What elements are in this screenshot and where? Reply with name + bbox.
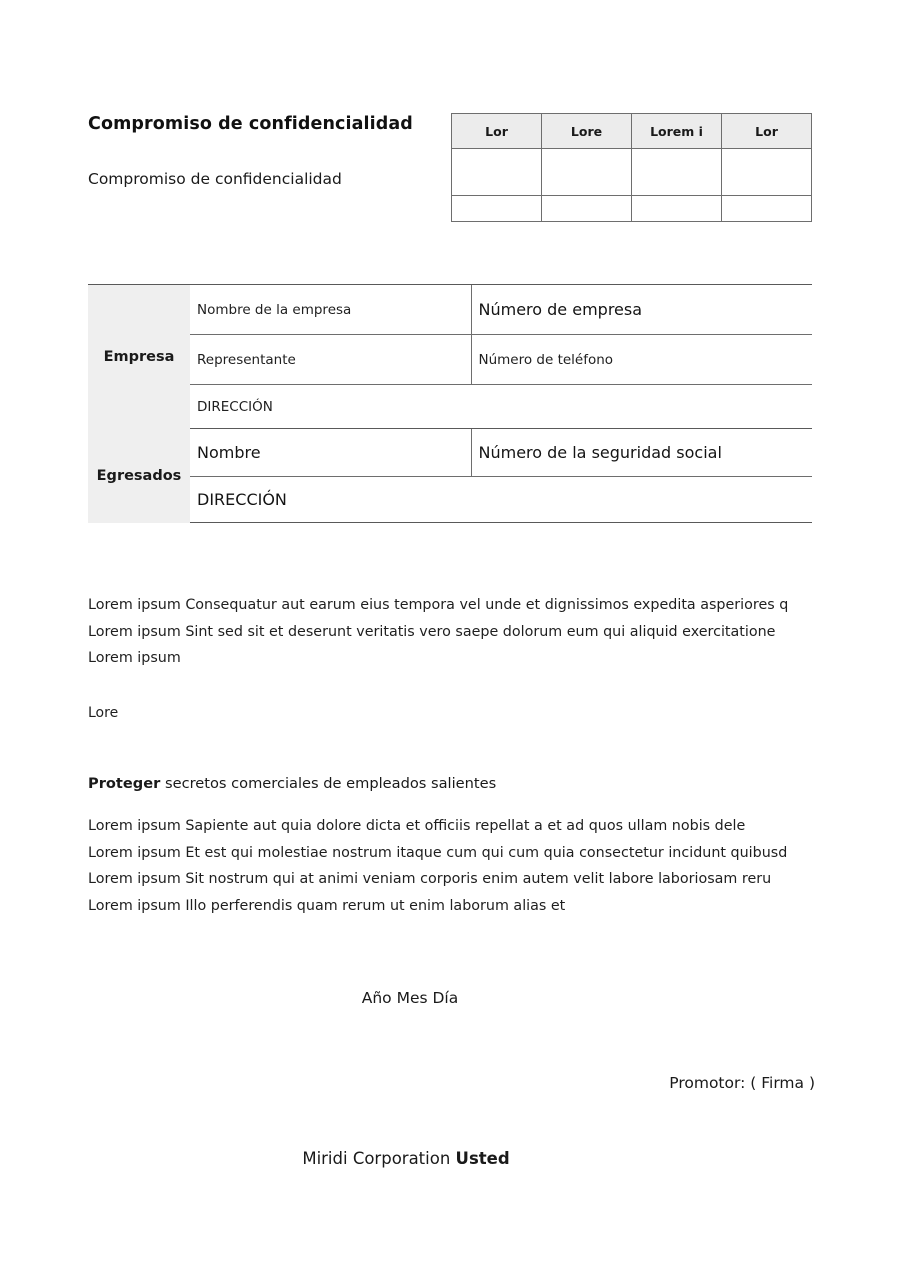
field-label-company-name[interactable]: Nombre de la empresa <box>190 285 471 335</box>
meta-table-cell[interactable] <box>722 196 812 222</box>
page-subtitle: Compromiso de confidencialidad <box>88 170 342 188</box>
meta-table-header-cell: Lorem i <box>632 114 722 149</box>
paragraph-line: Lorem ipsum Et est qui molestiae nostrum itaque cum qui cum quia consectetur incidunt quibusd <box>88 844 788 861</box>
date-placeholder[interactable]: Año Mes Día <box>361 989 459 1007</box>
meta-table-cell[interactable] <box>542 196 632 222</box>
signature-line[interactable]: Promotor: ( Firma ) <box>669 1074 815 1092</box>
form-row-graduate-address <box>88 477 812 523</box>
field-label-social-security-number[interactable]: Número de la seguridad social <box>471 429 812 477</box>
paragraph-line: Lorem ipsum <box>88 650 181 666</box>
form-row-company-name <box>88 285 812 335</box>
company-graduate-form-table <box>88 284 812 523</box>
field-label-company-number[interactable]: Número de empresa <box>471 285 812 335</box>
field-label-phone-number[interactable]: Número de teléfono <box>471 335 812 385</box>
meta-table-row <box>452 196 812 222</box>
meta-table-cell[interactable] <box>632 196 722 222</box>
form-row-company-address <box>88 385 812 429</box>
company-recipient: Usted <box>455 1149 510 1168</box>
field-label-graduate-address[interactable]: DIRECCIÓN <box>190 477 812 523</box>
section-label-egresados: Egresados <box>88 429 190 523</box>
meta-table-header-cell: Lor <box>452 114 542 149</box>
paragraph-line: Lorem ipsum Consequatur aut earum eius tempora vel unde et dignissimos expedita asperiores q <box>88 597 789 613</box>
form-row-representative <box>88 335 812 385</box>
paragraph-line: Lorem ipsum Sint sed sit et deserunt veritatis vero saepe dolorum eum qui aliquid exercitatione <box>88 623 776 640</box>
section-heading-emphasis: Proteger <box>88 775 161 792</box>
field-label-company-address[interactable]: DIRECCIÓN <box>190 385 812 429</box>
meta-table-cell[interactable] <box>542 149 632 196</box>
field-label-graduate-name[interactable]: Nombre <box>190 429 471 477</box>
meta-table-cell[interactable] <box>632 149 722 196</box>
section-label-empresa: Empresa <box>88 285 190 429</box>
meta-table-cell[interactable] <box>452 149 542 196</box>
paragraph-line: Lorem ipsum Sit nostrum qui at animi veniam corporis enim autem velit labore laboriosam reru <box>88 871 772 887</box>
company-name: Miridi Corporation <box>302 1149 456 1168</box>
body-paragraph-1 <box>88 592 788 672</box>
meta-table-row <box>452 149 812 196</box>
meta-table-header-cell: Lore <box>542 114 632 149</box>
meta-table <box>451 113 812 222</box>
paragraph-line: Lorem ipsum Illo perferendis quam rerum ut enim laborum alias et <box>88 897 566 914</box>
paragraph-line: Lorem ipsum Sapiente aut quia dolore dicta et officiis repellat a et ad quos ullam nobis dele <box>88 818 746 834</box>
meta-table-header-cell: Lor <box>722 114 812 149</box>
body-short-line: Lore <box>88 705 119 721</box>
meta-table-cell[interactable] <box>722 149 812 196</box>
form-row-graduate-name <box>88 429 812 477</box>
page-title: Compromiso de confidencialidad <box>88 114 413 134</box>
company-footer <box>0 1149 812 1168</box>
section-heading-rest: secretos comerciales de empleados salientes <box>160 775 497 792</box>
field-label-representative[interactable]: Representante <box>190 335 471 385</box>
section-heading-proteger <box>88 775 496 792</box>
meta-table-header-row <box>452 114 812 149</box>
meta-table-cell[interactable] <box>452 196 542 222</box>
body-paragraph-2 <box>88 813 787 919</box>
